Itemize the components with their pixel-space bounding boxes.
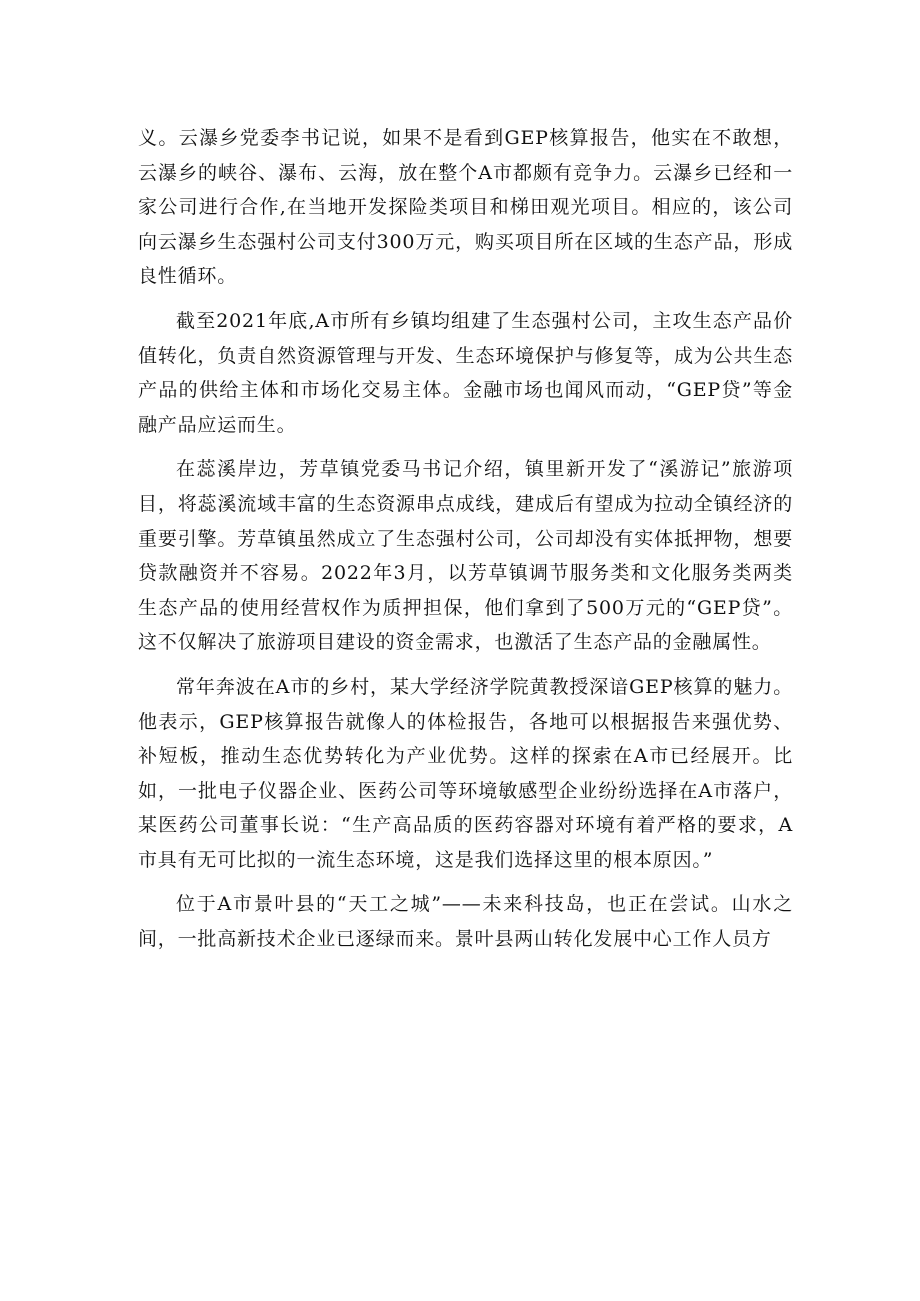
paragraph-3: 在蕊溪岸边，芳草镇党委马书记介绍，镇里新开发了“溪游记”旅游项目，将蕊溪流域丰富的生态资源串点成线，建成后有望成为拉动全镇经济的重要引擎。芳草镇虽然成立了生态强村公司，公司却没有实体抵押物，想要贷款融资并不容易。2022年3月，以芳草镇调节服务类和文化服务类两类生态产品的使用经营权作为质押担保，他们拿到了500万元的“GEP贷”。这不仅解决了旅游项目建设的资金需求，也激活了生态产品的金融属性。 xyxy=(138,458,793,654)
document-page xyxy=(138,121,793,967)
paragraph-4: 常年奔波在A市的乡村，某大学经济学院黄教授深谙GEP核算的魅力。他表示，GEP核算报告就像人的体检报告，各地可以根据报告来强优势、补短板，推动生态优势转化为产业优势。这样的探索在A市已经展开。比如，一批电子仪器企业、医药公司等环境敏感型企业纷纷选择在A市落户，某医药公司董事长说：“生产高品质的医药容器对环境有着严格的要求，A市具有无可比拟的一流生态环境，这是我们选择这里的根本原因。” xyxy=(138,675,793,871)
paragraph-1: 义。云瀑乡党委李书记说，如果不是看到GEP核算报告，他实在不敢想，云瀑乡的峡谷、瀑布、云海，放在整个A市都颇有竞争力。云瀑乡已经和一家公司进行合作,在当地开发探险类项目和梯田观光项目。相应的，该公司向云瀑乡生态强村公司支付300万元，购买项目所在区域的生态产品，形成良性循环。 xyxy=(138,127,793,288)
paragraph-2: 截至2021年底,A市所有乡镇均组建了生态强村公司，主攻生态产品价值转化，负责自然资源管理与开发、生态环境保护与修复等，成为公共生态产品的供给主体和市场化交易主体。金融市场也闻风而动，“GEP贷”等金融产品应运而生。 xyxy=(138,309,793,436)
paragraph-5: 位于A市景叶县的“天工之城”——未来科技岛，也正在尝试。山水之间，一批高新技术企业已逐绿而来。景叶县两山转化发展中心工作人员方 xyxy=(138,893,793,951)
